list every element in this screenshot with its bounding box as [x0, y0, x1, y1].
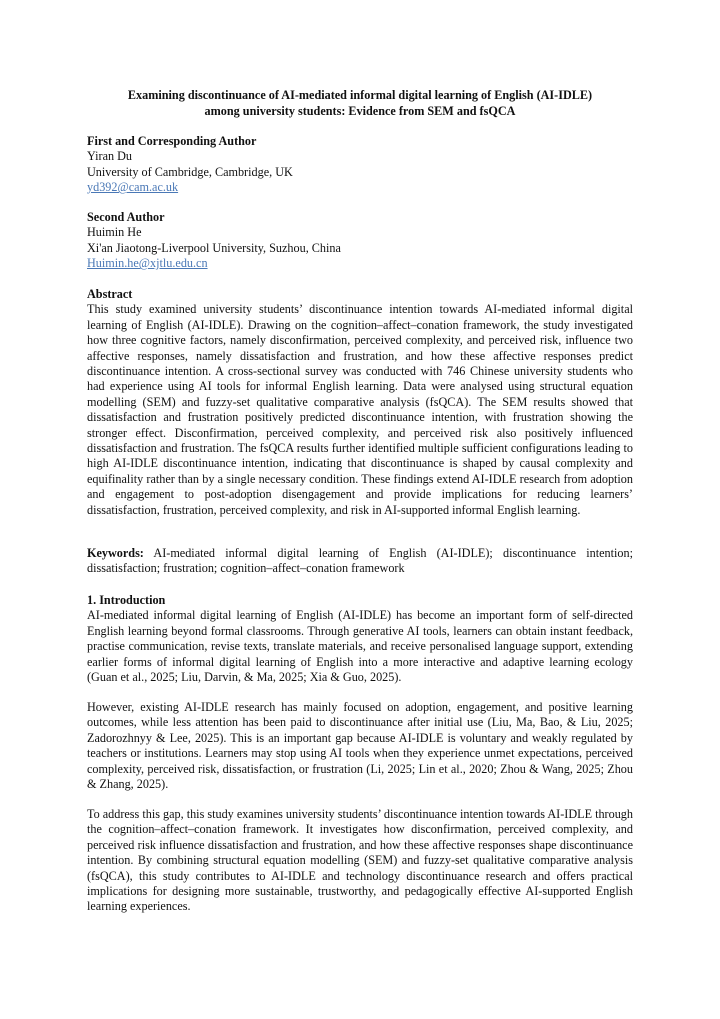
author-name: Yiran Du [87, 149, 133, 164]
first-author-block [87, 134, 633, 196]
author-role: Second Author [87, 210, 165, 224]
introduction-section [87, 593, 633, 685]
title-line-1: Examining discontinuance of AI-mediated informal digital learning of English (AI-IDLE) [127, 88, 593, 102]
title-line-2: among university students: Evidence from SEM and fsQCA [204, 103, 516, 118]
author-email-link[interactable]: Huimin.he@xjtlu.edu.cn [87, 256, 208, 271]
author-email-link[interactable]: yd392@cam.ac.uk [87, 180, 179, 195]
second-author-block [87, 210, 633, 272]
keywords-text: AI-mediated informal digital learning of English (AI-IDLE); discontinuance intention; dissatisfaction; frustration; cognition–affect–conation framework [87, 546, 633, 576]
paper-title [87, 88, 633, 119]
introduction-paragraph: AI-mediated informal digital learning of English (AI-IDLE) has become an important form of self-directed English learning beyond formal classrooms. Through generative AI tools, learners can obtain instant feedback, practise communication, revise texts, translate materials, and receive personalised language support, extending earlier forms of informal digital learning of English into a more interactive and adaptive learning ecology (Guan et al., 2025; Liu, Darvin, & Ma, 2025; Xia & Guo, 2025). [87, 608, 633, 685]
introduction-paragraph: However, existing AI-IDLE research has mainly focused on adoption, engagement, and positive learning outcomes, while less attention has been paid to discontinuance after initial use (Liu, Ma, Bao, & Liu, 2025; Zadorozhnyy & Lee, 2025). This is an important gap because AI-IDLE is voluntary and weakly regulated by teachers or institutions. Learners may stop using AI tools when they experience unmet expectations, perceived complexity, perceived risk, dissatisfaction, or frustration (Li, 2025; Lin et al., 2020; Zhou & Wang, 2025; Zhou & Zhang, 2025). [87, 700, 633, 792]
author-affiliation: Xi'an Jiaotong-Liverpool University, Suzhou, China [87, 240, 341, 255]
keywords-section [87, 546, 633, 577]
author-affiliation: University of Cambridge, Cambridge, UK [87, 164, 293, 179]
author-name: Huimin He [87, 225, 142, 240]
abstract-heading: Abstract [87, 287, 133, 301]
author-role: First and Corresponding Author [87, 134, 257, 148]
abstract-text: This study examined university students’ discontinuance intention towards AI-mediated informal digital learning of English (AI-IDLE). Drawing on the cognition–affect–conation framework, the study investigated how three cognitive factors, namely disconfirmation, perceived complexity, and perceived risk, influence two affective responses, namely dissatisfaction and frustration, and how these affective responses predict discontinuance intention. A cross-sectional survey was conducted with 746 Chinese university students who had experience using AI tools for informal English learning. Data were analysed using structural equation modelling (SEM) and fuzzy-set qualitative comparative analysis (fsQCA). The SEM results showed that dissatisfaction and frustration positively predicted discontinuance intention, with frustration showing the stronger effect. Disconfirmation, perceived complexity, and perceived risk also positively influenced dissatisfaction and frustration. The fsQCA results further identified multiple sufficient configurations leading to high AI-IDLE discontinuance intention, indicating that discontinuance is shaped by causal complexity and equifinality rather than by a single necessary condition. These findings extend AI-IDLE research from adoption and engagement to post-adoption disengagement and provide implications for reducing learners’ dissatisfaction, frustration, perceived complexity, and risk in AI-supported informal English learning. [87, 302, 633, 517]
keywords-label: Keywords: [87, 546, 144, 560]
abstract-section [87, 287, 633, 518]
introduction-paragraph: To address this gap, this study examines university students’ discontinuance intention towards AI-IDLE through the cognition–affect–conation framework. It investigates how disconfirmation, perceived complexity, and perceived risk influence dissatisfaction and frustration, and how these affective responses shape discontinuance intention. By combining structural equation modelling (SEM) and fuzzy-set qualitative comparative analysis (fsQCA), this study contributes to AI-IDLE and technology discontinuance research and offers practical implications for designing more sustainable, trustworthy, and pedagogically effective AI-supported English learning experiences. [87, 807, 633, 914]
introduction-heading: 1. Introduction [87, 593, 166, 607]
